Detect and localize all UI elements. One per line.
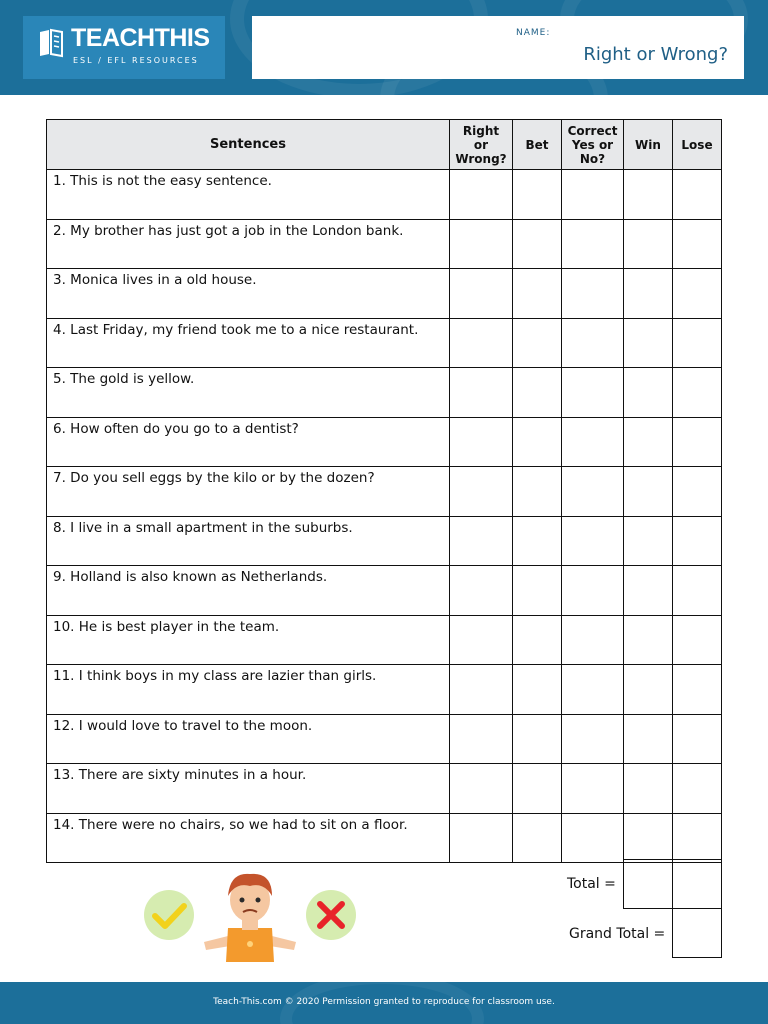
header-right-or-wrong: [450, 120, 513, 170]
table-row: [47, 516, 722, 566]
page-footer: [0, 982, 768, 1024]
win-cell[interactable]: [624, 170, 673, 220]
lose-cell[interactable]: [673, 665, 722, 715]
sentence-cell: 1. This is not the easy sentence.: [47, 170, 450, 220]
bet-cell[interactable]: [513, 665, 562, 715]
bet-cell[interactable]: [513, 417, 562, 467]
lose-cell[interactable]: [673, 417, 722, 467]
win-cell[interactable]: [624, 318, 673, 368]
table-row: [47, 813, 722, 863]
correct-cell[interactable]: [562, 516, 624, 566]
lose-cell[interactable]: [673, 219, 722, 269]
sentence-cell: 10. He is best player in the team.: [47, 615, 450, 665]
right-or-wrong-cell[interactable]: [450, 417, 513, 467]
table-row: [47, 269, 722, 319]
table-row: [47, 417, 722, 467]
header-correct: [562, 120, 624, 170]
sentence-cell: 13. There are sixty minutes in a hour.: [47, 764, 450, 814]
bet-cell[interactable]: [513, 368, 562, 418]
cross-icon: [306, 890, 356, 940]
lose-cell[interactable]: [673, 764, 722, 814]
footer-copyright: Teach-This.com © 2020 Permission granted to reproduce for classroom use.: [213, 997, 555, 1007]
win-cell[interactable]: [624, 665, 673, 715]
sentence-cell: 9. Holland is also known as Netherlands.: [47, 566, 450, 616]
bet-cell[interactable]: [513, 318, 562, 368]
right-or-wrong-cell[interactable]: [450, 764, 513, 814]
sentence-cell: 7. Do you sell eggs by the kilo or by the dozen?: [47, 467, 450, 517]
lose-cell[interactable]: [673, 269, 722, 319]
page-header: [0, 0, 768, 95]
win-cell[interactable]: [624, 417, 673, 467]
table-row: [47, 170, 722, 220]
boy-shrugging-icon: [204, 874, 296, 962]
correct-cell[interactable]: [562, 170, 624, 220]
page-title: Right or Wrong?: [583, 44, 728, 65]
lose-cell[interactable]: [673, 813, 722, 863]
win-cell[interactable]: [624, 467, 673, 517]
correct-cell[interactable]: [562, 318, 624, 368]
win-cell[interactable]: [624, 368, 673, 418]
sentence-cell: 8. I live in a small apartment in the suburbs.: [47, 516, 450, 566]
right-or-wrong-cell[interactable]: [450, 615, 513, 665]
header-lose: Lose: [673, 120, 722, 170]
correct-cell[interactable]: [562, 665, 624, 715]
correct-cell[interactable]: [562, 566, 624, 616]
correct-cell[interactable]: [562, 467, 624, 517]
right-or-wrong-cell[interactable]: [450, 516, 513, 566]
table-row: [47, 764, 722, 814]
sentence-cell: 14. There were no chairs, so we had to sit on a floor.: [47, 813, 450, 863]
table-row: [47, 368, 722, 418]
bet-cell[interactable]: [513, 764, 562, 814]
bet-cell[interactable]: [513, 219, 562, 269]
bet-cell[interactable]: [513, 615, 562, 665]
sentence-cell: 11. I think boys in my class are lazier than girls.: [47, 665, 450, 715]
header-line: Yes or: [571, 137, 614, 152]
bet-cell[interactable]: [513, 269, 562, 319]
win-cell[interactable]: [624, 269, 673, 319]
lose-cell[interactable]: [673, 516, 722, 566]
bet-cell[interactable]: [513, 467, 562, 517]
right-or-wrong-cell[interactable]: [450, 813, 513, 863]
header-line: Right: [462, 123, 500, 138]
logo: [23, 16, 225, 79]
table-row: [47, 318, 722, 368]
win-cell[interactable]: [624, 714, 673, 764]
right-or-wrong-cell[interactable]: [450, 219, 513, 269]
bet-cell[interactable]: [513, 813, 562, 863]
grand-total-box[interactable]: [672, 908, 722, 958]
sentence-cell: 4. Last Friday, my friend took me to a nice restaurant.: [47, 318, 450, 368]
check-icon: [144, 890, 194, 940]
correct-cell[interactable]: [562, 764, 624, 814]
correct-cell[interactable]: [562, 417, 624, 467]
correct-cell[interactable]: [562, 714, 624, 764]
sentence-cell: 6. How often do you go to a dentist?: [47, 417, 450, 467]
logo-subtitle: ESL / EFL RESOURCES: [73, 56, 199, 65]
header-win: Win: [624, 120, 673, 170]
name-field-box[interactable]: [252, 16, 744, 79]
worksheet-table: [46, 119, 722, 863]
lose-cell[interactable]: [673, 714, 722, 764]
name-label: NAME:: [516, 28, 551, 38]
right-or-wrong-cell[interactable]: [450, 467, 513, 517]
bet-cell[interactable]: [513, 714, 562, 764]
lose-cell[interactable]: [673, 615, 722, 665]
table-row: [47, 467, 722, 517]
lose-cell[interactable]: [673, 368, 722, 418]
illustration: [140, 866, 360, 962]
right-or-wrong-cell[interactable]: [450, 566, 513, 616]
total-lose-box[interactable]: [672, 859, 722, 909]
header-line: or: [473, 137, 489, 152]
win-cell[interactable]: [624, 516, 673, 566]
right-or-wrong-cell[interactable]: [450, 665, 513, 715]
lose-cell[interactable]: [673, 566, 722, 616]
header-line: Wrong?: [455, 151, 507, 166]
table-body: [47, 170, 722, 863]
header-sentences: Sentences: [47, 120, 450, 170]
header-bet: Bet: [513, 120, 562, 170]
win-cell[interactable]: [624, 764, 673, 814]
header-line: Correct: [567, 123, 618, 138]
table-header-row: [47, 120, 722, 170]
sentence-cell: 5. The gold is yellow.: [47, 368, 450, 418]
sentence-cell: 3. Monica lives in a old house.: [47, 269, 450, 319]
book-icon: [37, 28, 65, 58]
header-line: No?: [579, 151, 606, 166]
right-or-wrong-cell[interactable]: [450, 269, 513, 319]
lose-cell[interactable]: [673, 467, 722, 517]
sentence-cell: 2. My brother has just got a job in the London bank.: [47, 219, 450, 269]
correct-cell[interactable]: [562, 219, 624, 269]
grand-total-label: Grand Total =: [569, 926, 666, 942]
sentence-cell: 12. I would love to travel to the moon.: [47, 714, 450, 764]
table-row: [47, 219, 722, 269]
table-row: [47, 615, 722, 665]
correct-cell[interactable]: [562, 813, 624, 863]
correct-cell[interactable]: [562, 269, 624, 319]
right-or-wrong-cell[interactable]: [450, 170, 513, 220]
table-row: [47, 665, 722, 715]
right-or-wrong-cell[interactable]: [450, 714, 513, 764]
right-or-wrong-cell[interactable]: [450, 318, 513, 368]
correct-cell[interactable]: [562, 615, 624, 665]
table-row: [47, 566, 722, 616]
table-row: [47, 714, 722, 764]
bet-cell[interactable]: [513, 170, 562, 220]
lose-cell[interactable]: [673, 318, 722, 368]
win-cell[interactable]: [624, 219, 673, 269]
win-cell[interactable]: [624, 615, 673, 665]
lose-cell[interactable]: [673, 170, 722, 220]
win-cell[interactable]: [624, 566, 673, 616]
bet-cell[interactable]: [513, 566, 562, 616]
total-label: Total =: [567, 876, 616, 892]
right-or-wrong-cell[interactable]: [450, 368, 513, 418]
bet-cell[interactable]: [513, 516, 562, 566]
correct-cell[interactable]: [562, 368, 624, 418]
win-cell[interactable]: [624, 813, 673, 863]
total-win-box[interactable]: [623, 859, 673, 909]
logo-title: TEACHTHIS: [71, 24, 210, 52]
